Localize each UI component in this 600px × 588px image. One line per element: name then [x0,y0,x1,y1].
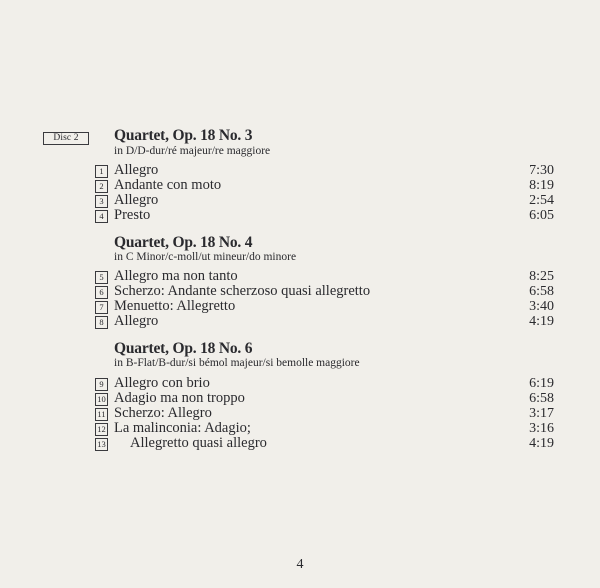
track-number: 2 [95,180,108,193]
quartet-key-subtitle: in B-Flat/B-dur/si bémol majeur/si bemolle maggiore [114,357,360,369]
track-row [94,314,554,329]
track-number: 7 [95,301,108,314]
track-title: Menuetto: Allegretto [114,298,236,314]
track-number: 10 [95,393,108,406]
quartet-title: Quartet, Op. 18 No. 6 [114,340,253,357]
track-number: 5 [95,271,108,284]
track-title: La malinconia: Adagio; [114,420,251,436]
track-duration: 3:17 [529,406,554,421]
quartet-key-subtitle: in D/D-dur/ré majeur/re maggiore [114,145,271,157]
track-title: Allegro [114,313,159,329]
track-row [94,269,554,284]
track-title: Allegro [114,162,159,178]
track-row [94,299,554,314]
track-title: Allegro ma non tanto [114,268,238,284]
track-title: Allegretto quasi allegro [130,435,267,451]
track-duration: 6:58 [529,391,554,406]
track-number: 6 [95,286,108,299]
track-number: 4 [95,210,108,223]
quartet-title: Quartet, Op. 18 No. 4 [114,234,253,251]
track-row [94,436,554,451]
track-row [94,284,554,299]
track-row [94,421,554,436]
track-title: Presto [114,207,151,223]
track-title: Andante con moto [114,177,222,193]
track-title: Adagio ma non troppo [114,390,245,406]
track-title: Scherzo: Andante scherzoso quasi allegretto [114,283,371,299]
track-row [94,193,554,208]
track-number: 3 [95,195,108,208]
track-duration: 3:40 [529,299,554,314]
track-row [94,406,554,421]
track-duration: 6:19 [529,376,554,391]
track-title: Allegro con brio [114,375,210,391]
track-row [94,208,554,223]
track-number: 11 [95,408,108,421]
quartet-title: Quartet, Op. 18 No. 3 [114,127,253,144]
track-number: 12 [95,423,108,436]
track-duration: 6:05 [529,208,554,223]
track-number: 8 [95,316,108,329]
track-duration: 6:58 [529,284,554,299]
track-title: Scherzo: Allegro [114,405,212,421]
track-duration: 4:19 [529,436,554,451]
track-duration: 3:16 [529,421,554,436]
track-duration: 2:54 [529,193,554,208]
track-row [94,163,554,178]
page-number: 4 [296,557,304,572]
track-duration: 4:19 [529,314,554,329]
track-row [94,376,554,391]
track-duration: 8:19 [529,178,554,193]
track-duration: 8:25 [529,269,554,284]
track-number: 1 [95,165,108,178]
quartet-key-subtitle: in C Minor/c-moll/ut mineur/do minore [114,251,297,263]
track-title: Allegro [114,192,159,208]
track-number: 13 [95,438,108,451]
disc-label: Disc 2 [43,132,89,145]
track-number: 9 [95,378,108,391]
track-row [94,391,554,406]
track-duration: 7:30 [529,163,554,178]
track-row [94,178,554,193]
